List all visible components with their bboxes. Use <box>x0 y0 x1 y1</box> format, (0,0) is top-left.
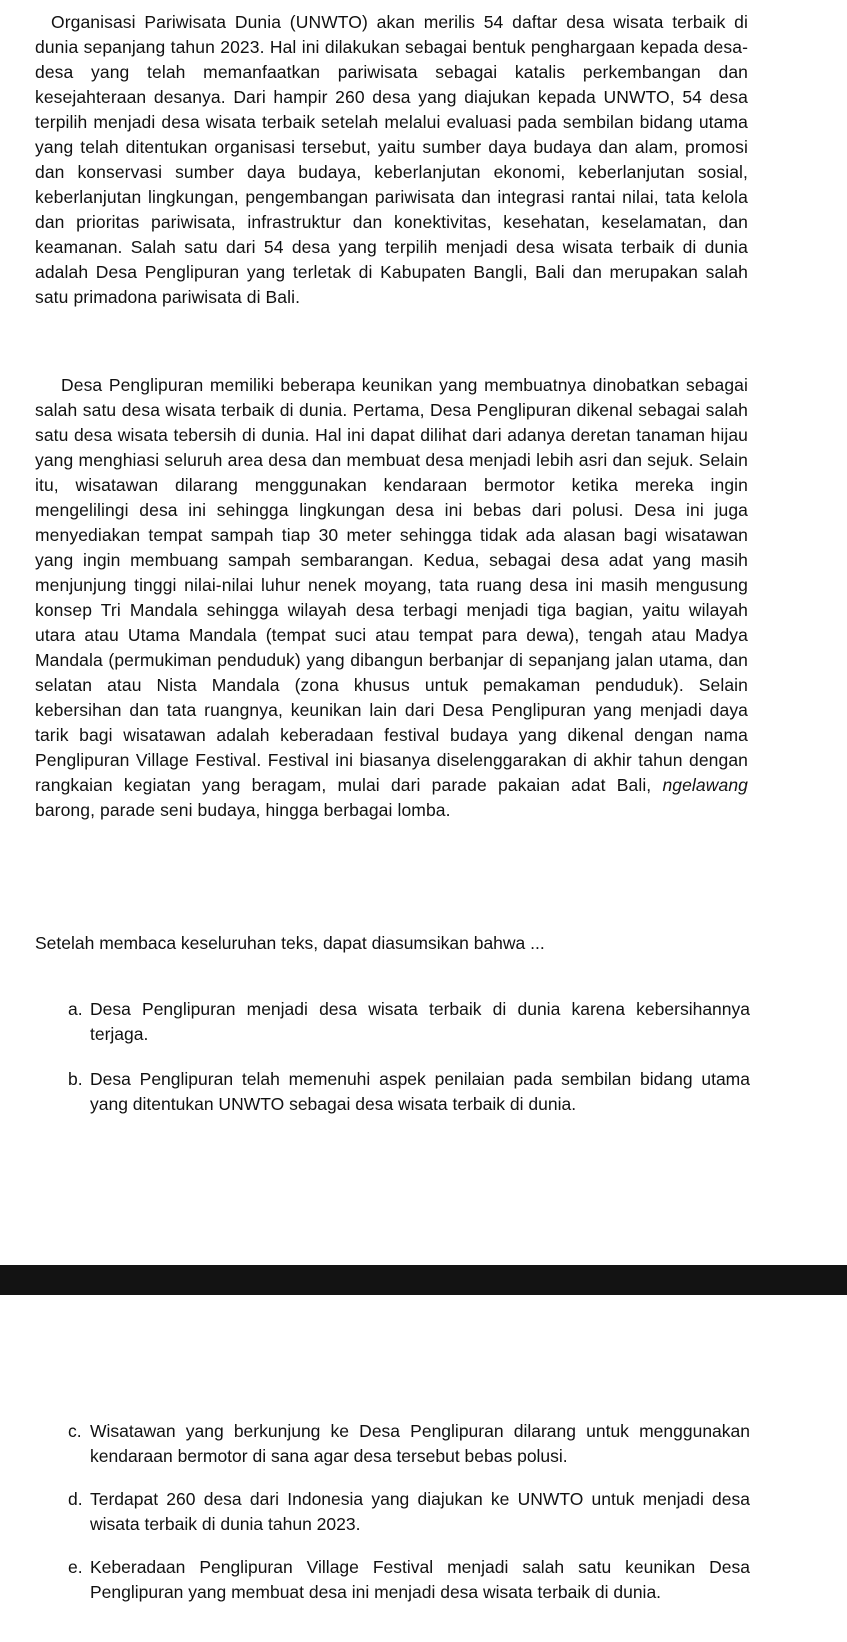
reading-paragraph-1: Organisasi Pariwisata Dunia (UNWTO) akan merilis 54 daftar desa wisata terbaik di dunia sepanjang tahun 2023. Hal ini dilakukan sebagai bentuk penghargaan kepada desa-desa yang telah memanfaatkan pariwisata sebagai katalis perkembangan dan kesejahteraan desanya. Dari hampir 260 desa yang diajukan kepada UNWTO, 54 desa terpilih menjadi desa wisata terbaik setelah melalui evaluasi pada sembilan bidang utama yang telah ditentukan organisasi tersebut, yaitu sumber daya budaya dan alam, promosi dan konservasi sumber daya budaya, keberlanjutan ekonomi, keberlanjutan sosial, keberlanjutan lingkungan, pengembangan pariwisata dan integrasi rantai nilai, tata kelola dan prioritas pariwisata, infrastruktur dan konektivitas, kesehatan, keselamatan, dan keamanan. Salah satu dari 54 desa yang terpilih menjadi desa wisata terbaik di dunia adalah Desa Penglipuran yang terletak di Kabupaten Bangli, Bali dan merupakan salah satu primadona pariwisata di Bali. <box>35 12 748 307</box>
option-text: Wisatawan yang berkunjung ke Desa Penglipuran dilarang untuk menggunakan kendaraan bermotor di sana agar desa tersebut bebas polusi. <box>90 1421 750 1466</box>
answer-options-group-2 <box>68 1419 750 1605</box>
option-letter: d. <box>68 1489 83 1509</box>
option-letter: a. <box>68 999 83 1019</box>
answer-option-d[interactable] <box>68 1487 750 1537</box>
paragraph-2-italic-term: ngelawang <box>662 775 748 795</box>
reading-paragraph-2 <box>35 373 748 823</box>
option-letter: b. <box>68 1069 83 1089</box>
option-text: Desa Penglipuran telah memenuhi aspek penilaian pada sembilan bidang utama yang ditentukan UNWTO sebagai desa wisata terbaik di dunia. <box>90 1069 750 1114</box>
answer-options-group-1 <box>68 997 750 1117</box>
question-prompt: Setelah membaca keseluruhan teks, dapat diasumsikan bahwa ... <box>35 933 545 953</box>
answer-option-e[interactable] <box>68 1555 750 1605</box>
answer-option-b[interactable] <box>68 1067 750 1117</box>
paragraph-2-text-start: Desa Penglipuran memiliki beberapa keunikan yang membuatnya dinobatkan sebagai salah satu desa wisata terbaik di dunia. Pertama, Desa Penglipuran dikenal sebagai salah satu desa wisata tebersih di dunia. Hal ini dapat dilihat dari adanya deretan tanaman hijau yang menghiasi seluruh area desa dan membuat desa menjadi lebih asri dan sejuk. Selain itu, wisatawan dilarang menggunakan kendaraan bermotor ketika mereka ingin mengelilingi desa ini sehingga lingkungan desa ini bebas dari polusi. Desa ini juga menyediakan tempat sampah tiap 30 meter sehingga tidak ada alasan bagi wisatawan yang ingin membuang sampah sembarangan. Kedua, sebagai desa adat yang masih menjunjung tinggi nilai-nilai luhur nenek moyang, tata ruang desa ini masih mengusung konsep Tri Mandala sehingga wilayah desa terbagi menjadi tiga bagian, yaitu wilayah utara atau Utama Mandala (tempat suci atau tempat para dewa), tengah atau Madya Mandala (permukiman penduduk) yang dibangun berbanjar di sepanjang jalan utama, dan selatan atau Nista Mandala (zona khusus untuk pemakaman penduduk). Selain kebersihan dan tata ruangnya, keunikan lain dari Desa Penglipuran yang menjadi daya tarik bagi wisatawan adalah keberadaan festival budaya yang dikenal dengan nama Penglipuran Village Festival. Festival ini biasanya diselenggarakan di akhir tahun dengan rangkaian kegiatan yang beragam, mulai dari parade pakaian adat Bali, <box>35 375 748 795</box>
page-divider-bar <box>0 1265 847 1295</box>
paragraph-2-text-end: barong, parade seni budaya, hingga berbagai lomba. <box>35 800 451 820</box>
option-letter: c. <box>68 1421 82 1441</box>
option-text: Keberadaan Penglipuran Village Festival menjadi salah satu keunikan Desa Penglipuran yang membuat desa ini menjadi desa wisata terbaik di dunia. <box>90 1557 750 1602</box>
answer-option-c[interactable] <box>68 1419 750 1469</box>
option-text: Terdapat 260 desa dari Indonesia yang diajukan ke UNWTO untuk menjadi desa wisata terbaik di dunia tahun 2023. <box>90 1489 750 1534</box>
option-text: Desa Penglipuran menjadi desa wisata terbaik di dunia karena kebersihannya terjaga. <box>90 999 750 1044</box>
answer-option-a[interactable] <box>68 997 750 1047</box>
option-letter: e. <box>68 1557 83 1577</box>
